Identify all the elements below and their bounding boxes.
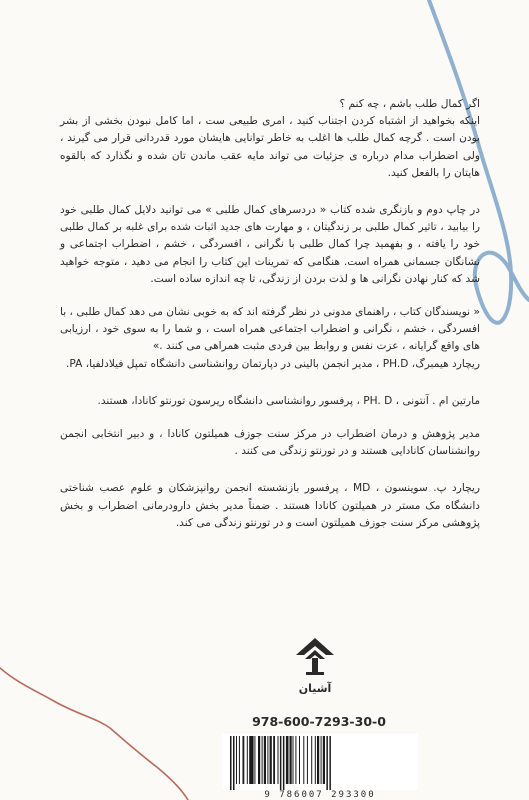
red-curve (0, 668, 188, 800)
endorsement-signature: ریچارد هیمبرگ، PH.D ، مدیر انجمن بالینی در دپارتمان روانشناسی دانشگاه تمپل فیلادلفیا، PA. (66, 357, 480, 370)
publisher-block (270, 636, 360, 695)
publisher-name: آشیان (298, 682, 332, 695)
author-bio-swinson: ریچارد پ. سوینسون ، MD ، پرفسور بازنشسته انجمن روانپزشکان و علوم عصب شناختی دانشگاه مک مستر در همیلتون کانادا هستند . ضمناً مدیر بخش دارودرمانی اضطراب و بخش پژوهشی مرکز سنت جوزف همیلتون است و در تورنتو زندگی می کند. (60, 482, 480, 529)
description-paragraph: در چاپ دوم و بازنگری شده کتاب « دردسرهای کمال طلبی » می توانید دلایل کمال طلبی خود را بیابید ، تاثیر کمال طلبی بر زندگیتان ، و مهارت های جدید اثبات شده برای غلبه بر کمال طلبی خود را یافته ، و بفهمید چرا کمال طلبی با نگرانی ، افسردگی ، خشم ، اضطراب اجتماعی و نشانگان جسمانی همراه است. هنگامی که تمرینات این کتاب را انجام می دهید ، متوجه خواهید شد که کنار نهادن نگرانی ها و لذت بردن از زندگی، تا چه اندازه ساده است. (60, 204, 480, 285)
barcode (222, 734, 418, 790)
isbn-number: 978-600-7293-30-0 (252, 714, 386, 729)
publisher-logo-icon (293, 636, 337, 676)
barcode-digits: 9 786007 293300 (264, 790, 376, 800)
endorsement-quote: « نویسندگان کتاب ، راهنمای مدونی در نظر گرفته اند که به خوبی نشان می دهد کمال طلبی ، با افسردگی ، خشم ، نگرانی و اضطراب اجتماعی همراه است ، و شما را به سوی خود ، ارزیابی های واقع گرایانه ، عزت نفس و روابط بین فردی مثبت همراهی می کنند .» (60, 306, 480, 353)
author-bio-antony: مارتین ام . آنتونی ، PH. D ، پرفسور روانشناسی دانشگاه ریرسون تورنتو کانادا، هستند. (97, 394, 480, 407)
back-cover-text (60, 96, 480, 532)
question-heading: اگر کمال طلب باشم ، چه کنم ؟ (339, 98, 480, 110)
intro-paragraph: اینکه بخواهید از اشتباه کردن اجتناب کنید ، امری طبیعی ست ، اما کامل نبودن بخشی از بشر بودن است . گرچه کمال طلب ها اغلب به خاطر توانایی هایشان مورد قدردانی قرار می گیرند ، ولی اضطراب مدام درباره ی جزئیات می تواند مایه عقب ماندن تان شده و نگذارد که بالقوه هایتان را بالفعل کنید. (60, 115, 480, 179)
author-bio-antony-role: مدیر پژوهش و درمان اضطراب در مرکز سنت جوزف همیلتون کانادا ، و دبیر انتخابی انجمن روانشناسان کانادایی هستند و در تورنتو زندگی می کنند . (60, 428, 480, 458)
